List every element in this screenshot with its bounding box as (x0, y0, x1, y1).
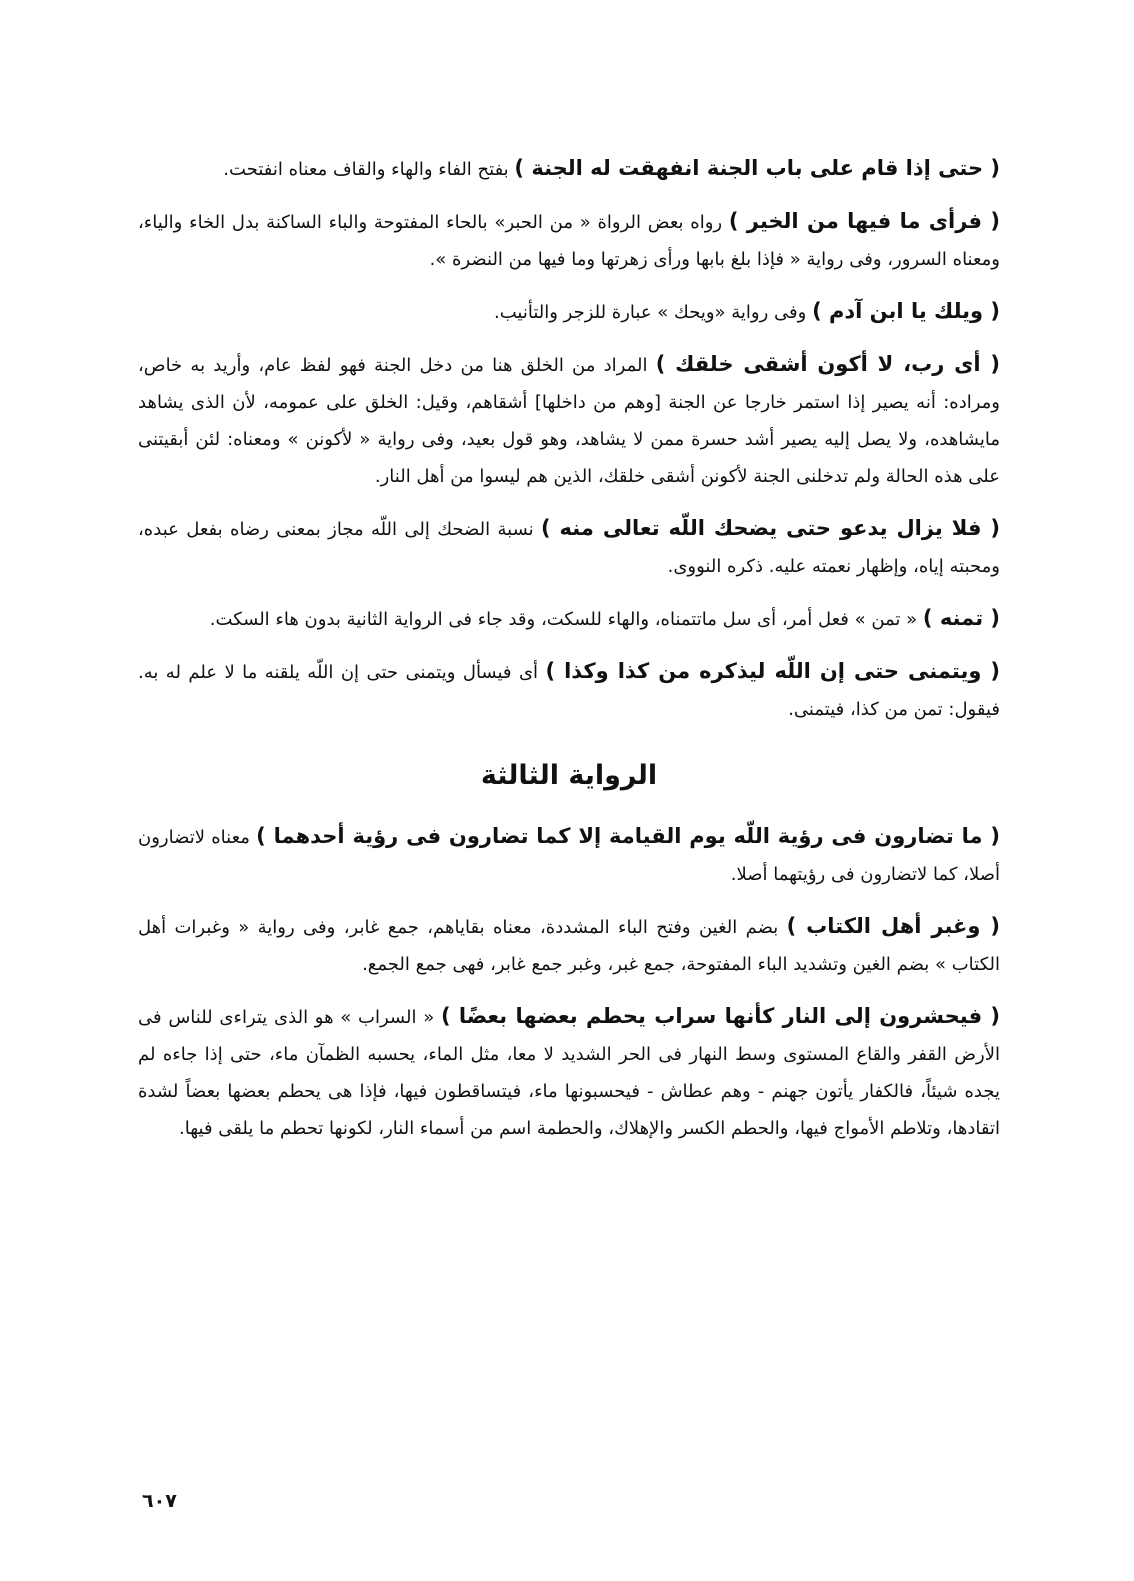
section-title: الرواية الثالثة (480, 760, 658, 791)
commentary-text: وفى رواية «ويحك » عبارة للزجر والتأنيب. (494, 302, 813, 323)
commentary-paragraph (138, 600, 1000, 638)
commentary-text: معناه لاتضارون أصلا، كما لاتضارون فى رؤيتهما أصلا. (138, 827, 1000, 885)
hadith-lemma: ( فلا يزال يدعو حتى يضحك اللّه تعالى منه ) (541, 516, 1001, 540)
commentary-paragraph (138, 203, 1000, 278)
commentary-text: نسبة الضحك إلى اللّه مجاز بمعنى رضاه بفعل عبده، ومحبته إياه، وإظهار نعمته عليه. ذكره النووى. (138, 519, 1000, 577)
commentary-paragraph (138, 346, 1000, 495)
hadith-lemma: ( حتى إذا قام على باب الجنة انفهقت له الجنة ) (514, 156, 1000, 180)
commentary-paragraph (138, 293, 1000, 331)
commentary-paragraph (138, 150, 1000, 188)
commentary-paragraph (138, 653, 1000, 728)
hadith-lemma: ( ما تضارون فى رؤية اللّه يوم القيامة إلا كما تضارون فى رؤية أحدهما ) (256, 824, 1000, 848)
commentary-text: بضم الغين وفتح الباء المشددة، معناه بقاياهم، جمع غابر، وفى رواية « وغبرات أهل الكتاب » بضم الغين وتشديد الباء المفتوحة، جمع غبر، وغبر جمع غابر، فهى جمع الجمع. (138, 917, 1000, 975)
commentary-paragraph (138, 998, 1000, 1147)
commentary-paragraph (138, 908, 1000, 983)
hadith-lemma: ( ويلك يا ابن آدم ) (812, 299, 1000, 323)
commentary-text: رواه بعض الرواة « من الحبر» بالحاء المفتوحة والباء الساكنة بدل الخاء والياء، ومعناه السرور، وفى رواية « فإذا بلغ بابها ورأى زهرتها وما فيها من النضرة ». (138, 212, 1000, 270)
commentary-paragraph (138, 510, 1000, 585)
commentary-text: « تمن » فعل أمر، أى سل ماتتمناه، والهاء للسكت، وقد جاء فى الرواية الثانية بدون هاء السكت. (209, 609, 923, 630)
hadith-lemma: ( ويتمنى حتى إن اللّه ليذكره من كذا وكذا ) (545, 659, 1001, 683)
commentary-text: « السراب » هو الذى يتراءى للناس فى الأرض القفر والقاع المستوى وسط النهار فى الحر الشديد لا معا، مثل الماء، يحسبه الظمآن ماء، حتى إذا جاءه لم يجده شيئاً، فالكفار يأتون جهنم - وهم عطاش - فيحسبونها ماء، فيتساقطون فيها، فإذا هى يحطم بعضها بعضاً لشدة اتقادها، وتلاطم الأمواج فيها، والحطم الكسر والإهلاك، والحطمة اسم من أسماء النار، لكونها تحطم ما يلقى فيها. (138, 1007, 1000, 1139)
page-body (138, 150, 1000, 1162)
commentary-text: المراد من الخلق هنا من دخل الجنة فهو لفظ عام، وأريد به خاص، ومراده: أنه يصير إذا استمر خارجا عن الجنة [وهم من داخلها] أشقاهم، وقيل: الخلق على عمومه، لأن الذى يشاهد مايشاهده، ولا يصل إليه يصير أشد حسرة ممن لا يشاهد، وهو قول بعيد، وفى رواية « لأكونن » ومعناه: لئن أبقيتنى على هذه الحالة ولم تدخلنى الجنة لأكونن أشقى خلقك، الذين هم ليسوا من أهل النار. (138, 355, 1000, 487)
commentary-text: أى فيسأل ويتمنى حتى إن اللّه يلقنه ما لا علم له به. فيقول: تمن من كذا، فيتمنى. (138, 662, 1000, 720)
commentary-paragraph (138, 818, 1000, 893)
hadith-lemma: ( فيحشرون إلى النار كأنها سراب يحطم بعضها بعضًا ) (440, 1004, 1000, 1028)
hadith-lemma: ( فرأى ما فيها من الخير ) (728, 209, 1000, 233)
hadith-lemma: ( وغبر أهل الكتاب ) (786, 914, 1000, 938)
hadith-lemma: ( تمنه ) (922, 606, 1000, 630)
page-number: ٦٠٧ (142, 1490, 177, 1512)
hadith-lemma: ( أى رب، لا أكون أشقى خلقك ) (655, 352, 1000, 376)
commentary-text: بفتح الفاء والهاء والقاف معناه انفتحت. (223, 159, 515, 180)
